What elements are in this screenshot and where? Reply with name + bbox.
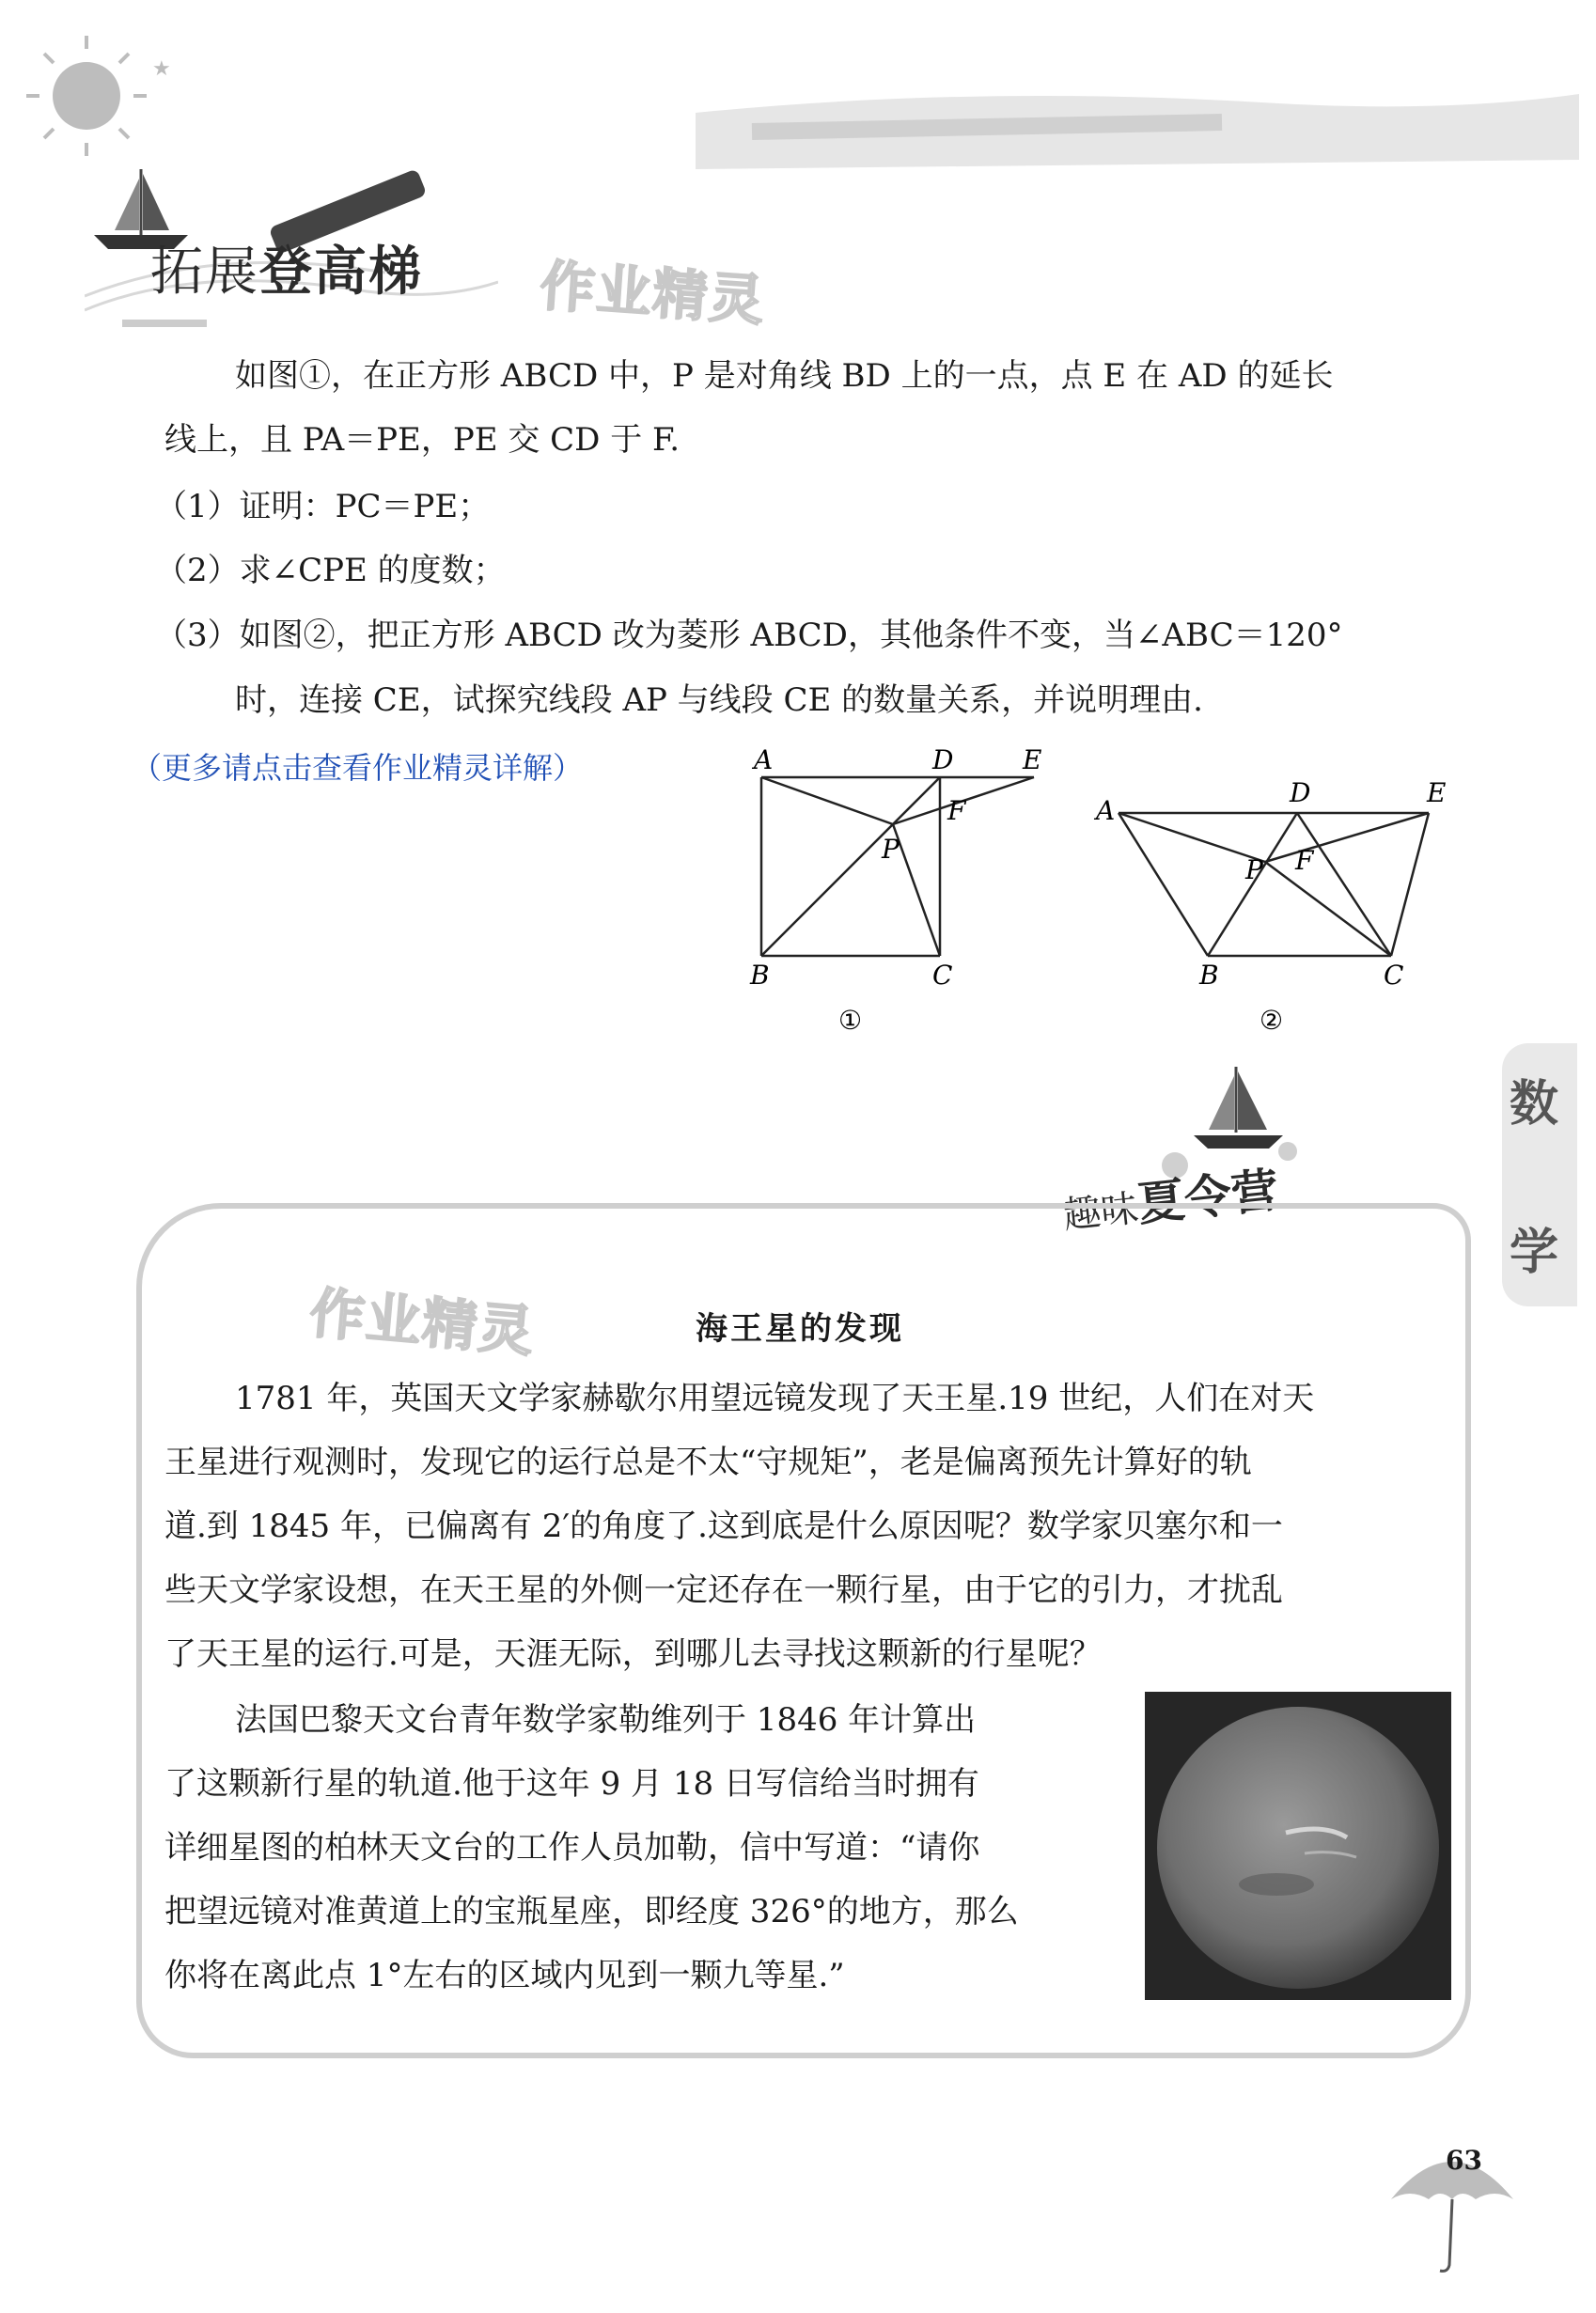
fig2-line-CE [1391,813,1429,956]
page-number: 63 [1446,2145,1482,2176]
section2-title-bold: 夏令营 [1134,1163,1281,1232]
paragraph1-line-5: 了天王星的运行.可是，天涯无际，到哪儿去寻找这颗新的行星呢？ [164,1635,1102,1673]
fig2-caption: ② [1260,1005,1284,1036]
fig2-line-DC [1297,813,1391,956]
paragraph2-line-2: 了这颗新行星的轨道.他于这年 9 月 18 日写信给当时拥有 [164,1765,979,1803]
figure-1-square [761,777,1034,956]
fig1-label-B: B [750,960,770,991]
geometry-figures [733,738,1466,1048]
watermark: 作业精灵 [307,1280,539,1365]
fig2-line-AB [1119,813,1208,956]
article-title: 海王星的发现 [696,1310,904,1348]
fig1-label-D: D [932,744,954,775]
fig2-label-A: A [1096,795,1116,826]
subject-side-tab [1502,1043,1577,1306]
fig2-label-P: P [1245,854,1263,885]
fig2-line-PC [1265,862,1391,956]
section-title-extension [150,230,423,305]
fig1-line-BD [761,777,940,956]
section2-title-light: 趣味 [1061,1186,1141,1238]
side-tab-char-2: 学 [1510,1225,1559,1281]
problem-part-1: （1）证明：PC＝PE； [155,488,491,525]
fig1-label-P: P [882,834,900,865]
paragraph2-line-5: 你将在离此点 1°左右的区域内见到一颗九等星.” [164,1957,845,1994]
paragraph1-line-1: 1781 年，英国天文学家赫歇尔用望远镜发现了天王星.19 世纪，人们在对天 [235,1380,1315,1417]
neptune-photo [1145,1692,1451,2000]
fig1-line-PC [893,824,940,956]
fig1-line-AP [761,777,893,824]
sun-decoration-icon [21,30,171,180]
paragraph2-line-3: 详细星图的柏林天文台的工作人员加勒，信中写道：“请你 [164,1829,980,1867]
problem-line-1: 如图①，在正方形 ABCD 中，P 是对角线 BD 上的一点，点 E 在 AD 的延长 [235,357,1334,395]
fig1-label-F: F [947,795,966,826]
fig2-label-E: E [1427,777,1447,808]
fig2-label-C: C [1384,960,1404,991]
problem-line-2: 线上，且 PA＝PE，PE 交 CD 于 F. [164,421,681,459]
problem-part-3-cont: 时，连接 CE，试探究线段 AP 与线段 CE 的数量关系，并说明理由. [235,681,1203,719]
paragraph2-line-1: 法国巴黎天文台青年数学家勒维列于 1846 年计算出 [235,1701,977,1739]
side-tab-char-1: 数 [1510,1076,1559,1133]
paragraph1-line-2: 王星进行观测时，发现它的运行总是不太“守规矩”，老是偏离预先计算好的轨 [164,1444,1252,1481]
header-band-decoration [696,75,1579,179]
more-solutions-link[interactable]: （更多请点击查看作业精灵详解） [132,750,584,786]
fig1-label-C: C [932,960,953,991]
svg-text:★: ★ [152,57,171,81]
fig2-line-PE [1265,813,1429,862]
figure-2-rhombus [1119,813,1429,956]
paragraph1-line-4: 些天文学家设想，在天王星的外侧一定还存在一颗行星，由于它的引力，才扰乱 [164,1571,1283,1609]
fig1-caption: ① [838,1005,863,1036]
fig1-label-A: A [754,744,774,775]
watermark: 作业精灵 [538,253,768,334]
paragraph1-line-3: 道.到 1845 年，已偏离有 2′的角度了.这到底是什么原因呢？数学家贝塞尔和一 [164,1508,1283,1545]
paragraph2-line-4: 把望远镜对准黄道上的宝瓶星座，即经度 326°的地方，那么 [164,1893,1019,1930]
fig1-label-E: E [1023,744,1042,775]
fig2-label-D: D [1290,777,1311,808]
problem-part-3: （3）如图②，把正方形 ABCD 改为菱形 ABCD，其他条件不变，当∠ABC＝120° [155,617,1343,654]
section-title-light: 拓展 [150,242,259,303]
fig2-line-AP [1119,813,1265,862]
fig2-label-B: B [1199,960,1219,991]
fig2-label-F: F [1295,845,1314,876]
problem-part-2: （2）求∠CPE 的度数； [155,552,506,589]
section-title-bold: 登高梯 [259,242,423,303]
